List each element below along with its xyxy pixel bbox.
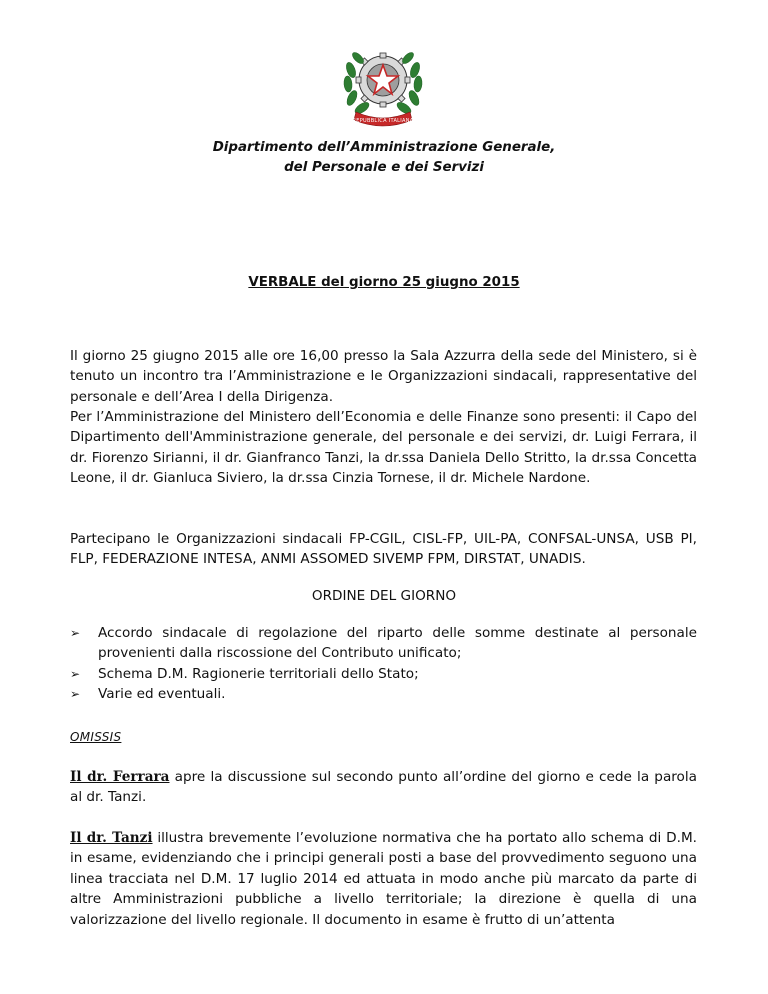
tanzi-paragraph	[70, 828, 697, 930]
unions-paragraph: Partecipano le Organizzazioni sindacali FP-CGIL, CISL-FP, UIL-PA, CONFSAL-UNSA, USB PI, FLP, FEDERAZIONE INTESA, ANMI ASSOMED SIVEMP FPM, DIRSTAT, UNADIS.	[70, 531, 697, 568]
ferrara-paragraph	[70, 767, 697, 808]
department-line-2: del Personale e dei Servizi	[284, 160, 484, 175]
agenda-item	[70, 664, 697, 684]
agenda-list	[70, 623, 697, 705]
arrow-bullet-icon: ➢	[70, 687, 81, 702]
italian-republic-emblem-icon	[338, 40, 428, 128]
omissis-label: OMISSIS	[70, 730, 122, 744]
agenda-item-text: Varie ed eventuali.	[98, 686, 226, 703]
agenda-item	[70, 684, 697, 704]
speech-text: apre la discussione sul secondo punto all’ordine del giorno e cede la parola al dr. Tanzi.	[70, 769, 697, 806]
arrow-bullet-icon: ➢	[70, 666, 81, 681]
attendees-paragraph: Per l’Amministrazione del Ministero dell’Economia e delle Finanze sono presenti: il Capo del Dipartimento dell'Amministrazione generale, del personale e dei servizi, dr. Luigi Ferrara, il dr. Fiorenzo Sirianni, il dr. Gianfranco Tanzi, la dr.ssa Daniela Dello Stritto, la dr.ssa Concetta Leone, il dr. Gianluca Siviero, la dr.ssa Cinzia Tornese, il dr. Michele Nardone.	[70, 409, 697, 487]
meeting-intro-paragraph: Il giorno 25 giugno 2015 alle ore 16,00 presso la Sala Azzurra della sede del Ministero, si è tenuto un incontro tra l’Amministrazione e le Organizzazioni sindacali, rappresentative del personale e dell’Area I della Dirigenza.	[70, 348, 697, 405]
speaker-name: Il dr. Tanzi	[70, 830, 153, 846]
department-line-1: Dipartimento dell’Amministrazione Generale,	[212, 140, 556, 155]
agenda-item	[70, 623, 697, 664]
document-title: VERBALE del giorno 25 giugno 2015	[248, 275, 520, 290]
arrow-bullet-icon: ➢	[70, 626, 81, 640]
svg-text:REPUBBLICA ITALIANA: REPUBBLICA ITALIANA	[352, 118, 414, 124]
agenda-heading: ORDINE DEL GIORNO	[311, 588, 457, 604]
agenda-item-text: Schema D.M. Ragionerie territoriali dello Stato;	[98, 665, 419, 682]
speech-text: illustra brevemente l’evoluzione normativa che ha portato allo schema di D.M. in esame, evidenziando che i principi generali posti a base del provvedimento seguono una linea tracciata nel D.M. 17 luglio 2014 ed attuata in modo anche più marcato da parte di altre Amministrazioni pubbliche a livello territoriale; la direzione è quella di una valorizzazione del livello regionale. Il documento in esame è frutto di un’attenta	[70, 830, 697, 928]
agenda-item-text: provenienti dalla riscossione del Contributo unificato;	[98, 645, 462, 662]
agenda-item-text: Accordo sindacale di regolazione del riparto delle somme destinate al personale	[98, 625, 697, 641]
speaker-name: Il dr. Ferrara	[70, 769, 170, 785]
